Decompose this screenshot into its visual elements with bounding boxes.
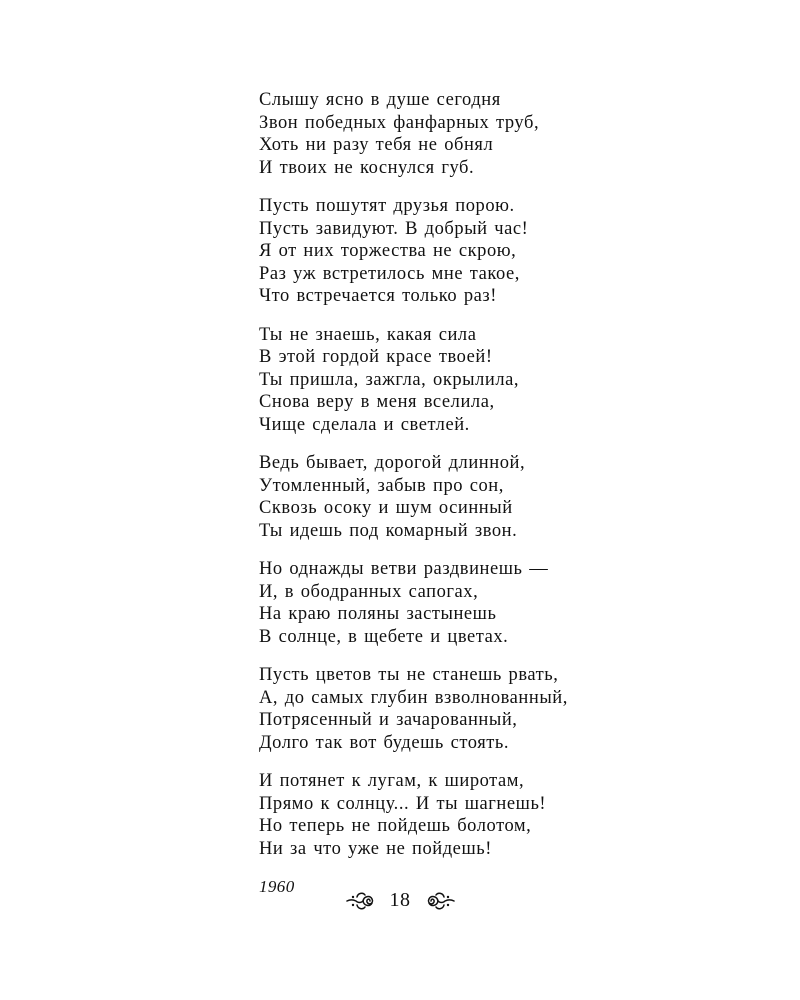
poem-line: Сквозь осоку и шум осинный (259, 498, 513, 518)
stanza (259, 558, 679, 648)
stanza (259, 452, 679, 542)
poem-line: Снова веру в меня вселила, (259, 392, 495, 412)
poem-line: Ведь бывает, дорогой длинной, (259, 453, 526, 473)
poem-line: Пусть пошутят друзья порою. (259, 196, 515, 216)
stanza (259, 89, 679, 179)
poem-line: И твоих не коснулся губ. (259, 157, 475, 178)
poem (259, 89, 679, 898)
poem-line: В этой гордой красе твоей! (259, 347, 493, 367)
poem-line: Раз уж встретилось мне такое, (259, 263, 520, 284)
stanza (259, 324, 679, 437)
poem-line: А, до самых глубин взволнованный, (259, 687, 568, 708)
poem-line: Хоть ни разу тебя не обнял (259, 135, 494, 155)
poem-stanzas (259, 89, 679, 860)
poem-line: В солнце, в щебете и цветах. (259, 626, 509, 647)
stanza (259, 664, 679, 754)
poem-line: На краю поляны застынешь (259, 604, 497, 624)
page-number: 18 (389, 889, 411, 911)
poem-line: Ты идешь под комарный звон. (259, 520, 518, 541)
right-flourish-icon (425, 889, 455, 911)
poem-line: Прямо к солнцу... И ты шагнешь! (259, 793, 547, 814)
poem-line: Я от них торжества не скрою, (259, 241, 517, 261)
poem-line: Но однажды ветви раздвинешь — (259, 559, 549, 579)
poem-line: Чище сделала и светлей. (259, 414, 470, 435)
poem-line: Потрясенный и зачарованный, (259, 710, 518, 730)
poem-line: Но теперь не пойдешь болотом, (259, 816, 532, 836)
poem-line: И, в ободранных сапогах, (259, 581, 479, 602)
poem-line: Утомленный, забыв про сон, (259, 475, 504, 496)
left-flourish-icon (346, 889, 376, 911)
poem-line: Что встречается только раз! (259, 286, 497, 306)
poem-line: Пусть цветов ты не станешь рвать, (259, 665, 559, 685)
poem-line: Долго так вот будешь стоять. (259, 732, 510, 753)
poem-line: Ты не знаешь, какая сила (259, 324, 477, 345)
poem-line: Звон победных фанфарных труб, (259, 112, 540, 133)
poem-line: Ты пришла, зажгла, окрылила, (259, 369, 520, 390)
poem-line: Слышу ясно в душе сегодня (259, 90, 501, 110)
poem-line: И потянет к лугам, к широтам, (259, 771, 525, 791)
stanza (259, 195, 679, 308)
poem-line: Пусть завидуют. В добрый час! (259, 218, 529, 239)
stanza (259, 770, 679, 860)
poem-line: Ни за что уже не пойдешь! (259, 838, 492, 859)
poem-year: 1960 (259, 877, 295, 896)
page-footer (0, 884, 800, 916)
